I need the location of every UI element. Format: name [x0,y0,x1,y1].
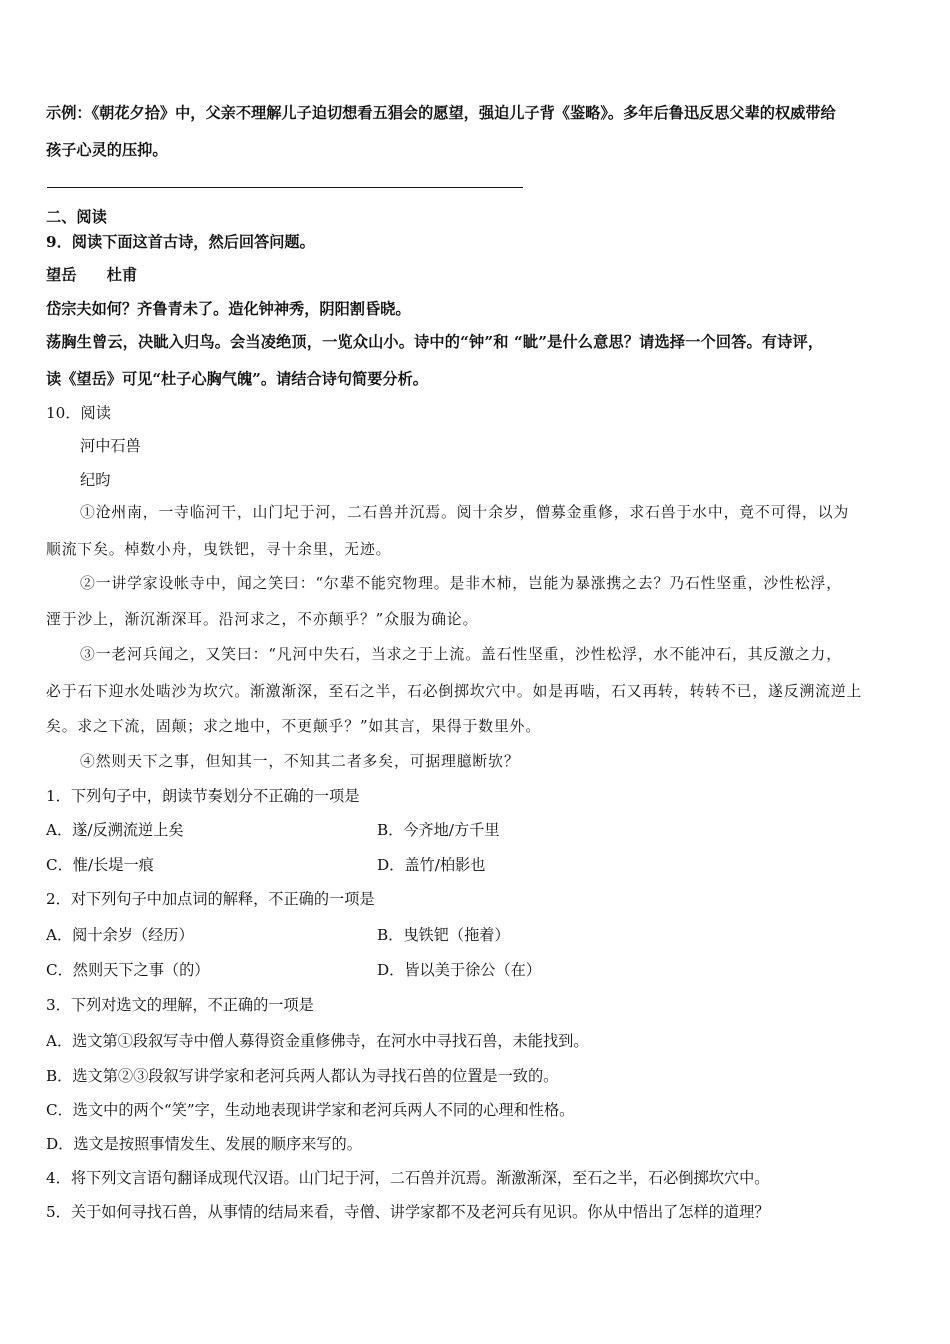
para-2-line-2: 湮于沙上，渐沉渐深耳。沿河求之，不亦颠乎？”众服为确论。 [46,611,479,628]
sub3-stem: 3．下列对选文的理解，不正确的一项是 [46,996,314,1014]
q9-prompt: 9．阅读下面这首古诗，然后回答问题。 [46,233,315,251]
example-line-1: 示例：《朝花夕拾》中，父亲不理解儿子迫切想看五猖会的愿望，强迫儿子背《鉴略》。多年后鲁迅反思父辈的权威带给 [46,104,836,122]
sub2-option-b: B．曳铁钯（拖着） [377,926,510,944]
sub1-option-a: A．遂/反溯流逆上矣 [46,821,184,839]
sub3-option-d: D．选文是按照事情发生、发展的顺序来写的。 [46,1135,362,1153]
sub1-option-c: C．惟/长堤一痕 [46,856,154,874]
para-3-line-2: 必于石下迎水处啮沙为坎穴。渐激渐深，至石之半，石必倒掷坎穴中。如是再啮，石又再转，转转不已，遂反溯流逆上 [46,683,863,700]
sub3-option-c: C．选文中的两个“笑”字，生动地表现讲学家和老河兵两人不同的心理和性格。 [46,1101,575,1119]
poem-line-2: 荡胸生曾云，决眦入归鸟。会当凌绝顶，一览众山小。诗中的“钟”和 “眦”是什么意思？请选择一个回答。有诗评， [46,333,824,351]
para-1-line-1: ①沧州南，一寺临河干，山门圮于河，二石兽并沉焉。阅十余岁，僧募金重修，求石兽于水中，竟不可得，以为 [80,504,850,521]
example-line-2: 孩子心灵的压抑。 [46,141,168,159]
para-3-line-1: ③一老河兵闻之，又笑曰：“凡河中失石，当求之于上流。盖石性坚重，沙性松浮，水不能冲石，其反激之力， [80,646,842,663]
sub4-question: 4．将下列文言语句翻译成现代汉语。山门圮于河，二石兽并沉焉。渐激渐深，至石之半，石必倒掷坎穴中。 [46,1169,770,1187]
article-title: 河中石兽 [80,437,141,455]
sub2-option-d: D．皆以美于徐公（在） [377,961,542,979]
para-4: ④然则天下之事，但知其一，不知其二者多矣，可据理臆断欤？ [80,753,520,770]
para-2-line-1: ②一讲学家设帐寺中，闻之笑曰：“尔辈不能究物理。是非木柿，岂能为暴涨携之去？乃石性坚重，沙性松浮， [80,575,842,592]
sub2-stem: 2．对下列句子中加点词的解释，不正确的一项是 [46,890,375,908]
sub2-option-a: A．阅十余岁（经历） [46,926,194,944]
sub1-option-d: D．盖竹/柏影也 [377,856,486,874]
poem-title: 望岳 杜甫 [46,266,138,284]
sub5-question: 5．关于如何寻找石兽，从事情的结局来看，寺僧、讲学家都不及老河兵有见识。你从中悟出了怎样的道理？ [46,1203,770,1221]
sub3-option-a: A．选文第①段叙写寺中僧人募得资金重修佛寺，在河水中寻找石兽，未能找到。 [46,1032,589,1050]
answer-rule [47,187,523,188]
article-author: 纪昀 [80,471,111,489]
section-title: 二、阅读 [46,208,107,226]
para-3-line-3: 矣。求之下流，固颠；求之地中，不更颠乎？”如其言，果得于数里外。 [46,718,542,735]
q10-prompt: 10．阅读 [46,404,111,422]
sub1-option-b: B．今齐地/方千里 [377,821,500,839]
sub2-option-c: C．然则天下之事（的） [46,961,210,979]
poem-line-1: 岱宗夫如何？齐鲁青未了。造化钟神秀，阴阳割昏晓。 [46,300,411,318]
poem-line-3: 读《望岳》可见“杜子心胸气魄”。请结合诗句简要分析。 [46,370,428,388]
para-1-line-2: 顺流下矣。棹数小舟，曳铁钯，寻十余里，无迹。 [46,541,392,558]
sub1-stem: 1．下列句子中，朗读节奏划分不正确的一项是 [46,787,360,805]
sub3-option-b: B．选文第②③段叙写讲学家和老河兵两人都认为寻找石兽的位置是一致的。 [46,1067,559,1085]
